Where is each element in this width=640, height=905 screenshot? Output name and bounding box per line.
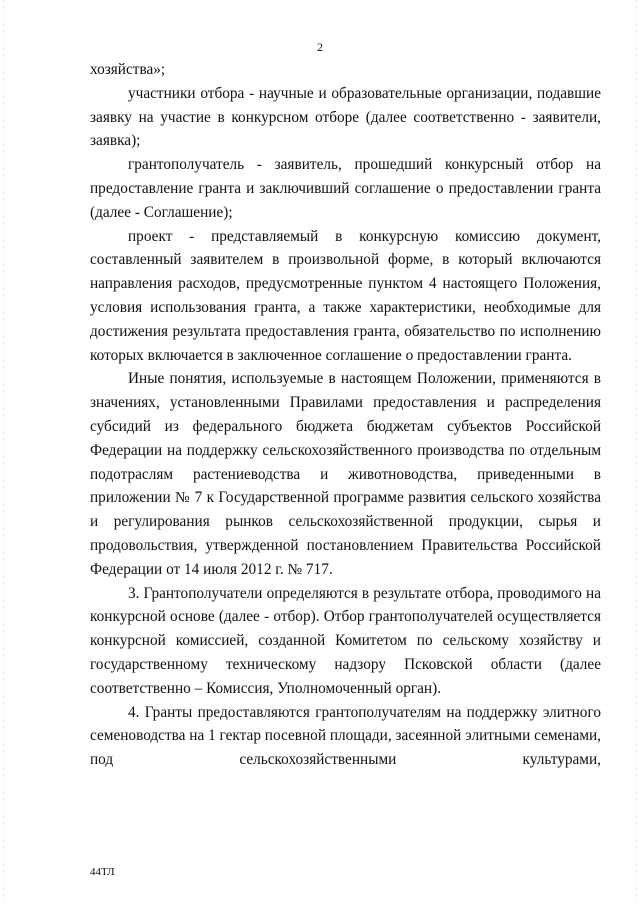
paragraph-continuation: хозяйства»; xyxy=(90,61,166,78)
scan-edge-right xyxy=(636,0,637,905)
paragraph-project-definition: проект - представляемый в конкурсную комиссию документ, составленный заявителем в произвольной форме, в который включаются направления расходов, предусмотренные пунктом 4 настоящего Положения, условия использования гранта, а также характеристики, необходимые для достижения результата предоставления гранта, обязательство по исполнению которых включается в заключенное соглашение о предоставлении гранта. xyxy=(90,227,601,364)
paragraph-participants-definition: участники отбора - научные и образовательные организации, подавшие заявку на участие в конкурсном отборе (далее соответственно - заявители, заявка); xyxy=(90,84,601,150)
page-number: 2 xyxy=(317,40,323,54)
paragraph-clause-3: 3. Грантополучатели определяются в результате отбора, проводимого на конкурсной основе (далее - отбор). Отбор грантополучателей осуществляется конкурсной комиссией, созданной Комитетом по сельскому хозяйству и государственному техническому надзору Псковской области (далее соответственно – Комиссия, Уполномоченный орган). xyxy=(90,584,601,697)
document-body xyxy=(90,58,601,772)
paragraph-other-terms: Иные понятия, используемые в настоящем Положении, применяются в значениях, установленными Правилами предоставления и распределения субсидий из федерального бюджета бюджетам субъектов Российской Федерации на поддержку сельскохозяйственного производства по отдельным подотраслям растениеводства и животноводства, приведенными в приложении № 7 к Государственной программе развития сельского хозяйства и регулирования рынков сельскохозяйственной продукции, сырья и продовольствия, утвержденной постановлением Правительства Российской Федерации от 14 июля 2012 г. № 717. xyxy=(90,370,601,578)
scan-edge-left xyxy=(3,0,4,905)
paragraph-clause-4: 4. Гранты предоставляются грантополучателям на поддержку элитного семеноводства на 1 гектар посевной площади, засеянной элитными семенами, под сельскохозяйственными культурами, xyxy=(90,703,602,769)
paragraph-grantee-definition: грантополучатель - заявитель, прошедший конкурсный отбор на предоставление гранта и заключивший соглашение о предоставлении гранта (далее - Соглашение); xyxy=(90,156,601,221)
footer-document-code: 44ТЛ xyxy=(90,866,115,878)
